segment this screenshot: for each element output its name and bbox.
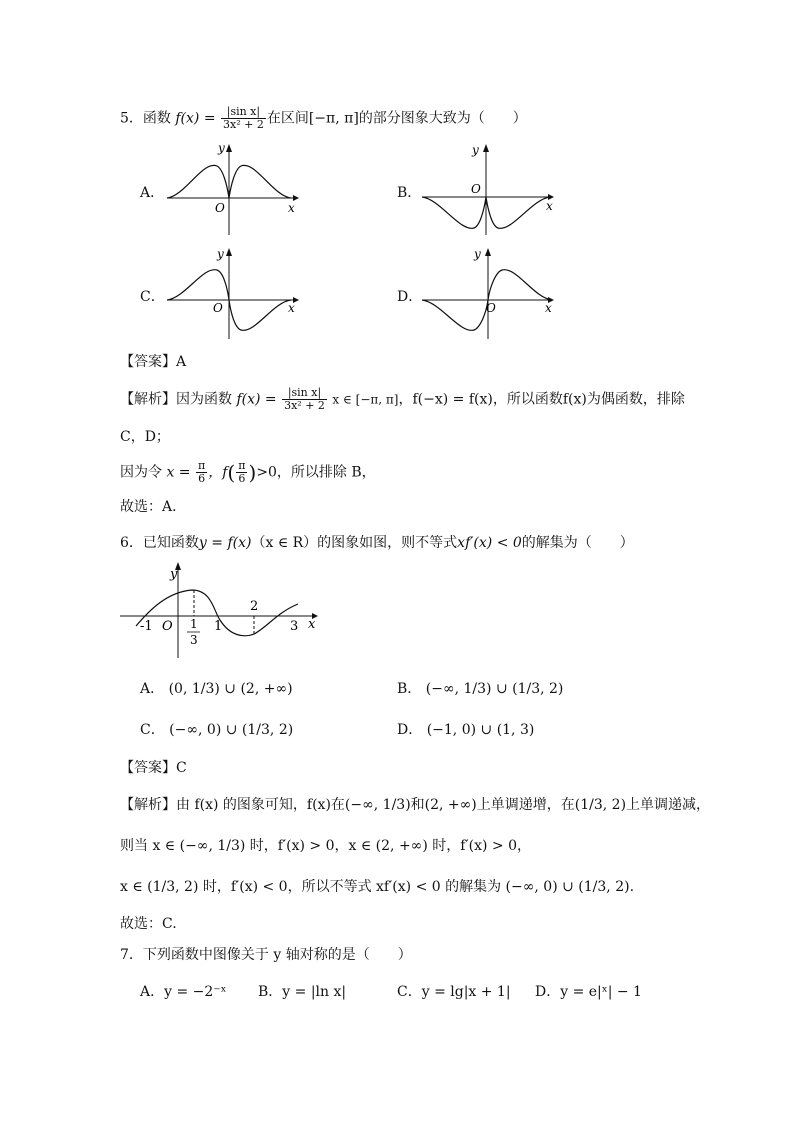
q5-b-x-label: x <box>546 199 553 213</box>
q5-c-x-label: x <box>288 301 295 315</box>
q6-tick-third-den: 3 <box>190 633 198 647</box>
q5-a1-num: |sin x| <box>282 387 327 400</box>
q5-a1-func: f(x) = <box>236 391 277 408</box>
q5-answer-label: 【答案】 <box>120 354 176 370</box>
q5-choose: 故选：A． <box>120 499 187 515</box>
q5-graph-d <box>420 244 560 344</box>
q5-frac-num: |sin x| <box>221 106 266 119</box>
q6-option-d <box>397 720 534 740</box>
q6-tick-3: 3 <box>290 619 299 634</box>
q5-graph-c <box>165 244 305 344</box>
q6-tick-2: 2 <box>250 599 259 614</box>
q5-func: f(x) = <box>175 110 216 127</box>
q5-a1-domain: x ∈ [−π, π] <box>332 392 399 407</box>
q6-opt-b-value: (−∞, 1/3) ∪ (1/3, 2) <box>425 681 564 697</box>
q6-domain: （x ∈ R） <box>251 535 318 551</box>
q5-a1-even: ，f(−x) = f(x)，所以函数f(x)为偶函数，排除 <box>398 391 685 408</box>
q5-a2-post: >0，所以排除 B， <box>256 464 376 481</box>
q5-b-origin: O <box>471 182 481 196</box>
q5-a-x-label: x <box>288 201 295 215</box>
q6-analysis-label: 【解析】 <box>120 797 176 813</box>
q5-a2-pre: 因为令 <box>120 464 162 481</box>
q6-tick-third-num: 1 <box>190 617 198 631</box>
q7-stem <box>120 945 412 965</box>
q6-choose: 故选：C. <box>120 916 177 932</box>
q6-answer-value: C <box>176 760 187 776</box>
q5-analysis-line1 <box>120 387 685 412</box>
q6-analysis-line3: x ∈ (1/3, 2) 时，f′(x) < 0，所以不等式 xf′(x) < 0 的解集为 (−∞, 0) ∪ (1/3, 2). <box>120 879 635 895</box>
q5-answer-value: A <box>176 354 187 370</box>
q6-option-b <box>397 679 563 699</box>
q5-d-y-label: y <box>474 247 481 261</box>
q6-answer <box>120 758 187 778</box>
q6-y-label: y <box>170 567 178 582</box>
q5-a2-num2: π <box>238 459 246 472</box>
q5-option-d-label: D． <box>397 289 423 305</box>
q6-stem-post: 的解集为（ ） <box>521 535 634 551</box>
q5-a2-den: 6 <box>198 472 206 485</box>
q7-option-d: D．y = e|ˣ| − 1 <box>535 984 642 1000</box>
q5-stem-post: 的部分图象大致为（ ） <box>358 110 527 127</box>
q6-stem <box>120 533 634 553</box>
q5-a2-fraction <box>196 460 207 485</box>
q5-frac-den: 3x² + 2 <box>223 118 264 131</box>
q5-stem-pre: 函数 <box>142 110 171 127</box>
q7-option-b: B．y = |ln x| <box>258 984 347 1000</box>
q5-option-a-label: A． <box>140 185 165 201</box>
q6-option-c <box>140 720 293 740</box>
q6-opt-a-label: A． <box>140 681 165 697</box>
q6-opt-d-label: D． <box>397 722 423 738</box>
q6-opt-c-value: (−∞, 0) ∪ (1/3, 2) <box>169 722 294 738</box>
q6-option-a <box>140 679 293 699</box>
q5-a1-pre: 因为函数 <box>176 391 232 408</box>
q5-graph-a <box>165 140 305 240</box>
q5-a1-fraction <box>282 387 327 412</box>
q6-opt-a-value: (0, 1/3) ∪ (2, +∞) <box>168 681 293 697</box>
q5-fraction <box>221 106 266 131</box>
q5-a-origin: O <box>215 201 225 215</box>
q6-ineq: xf′(x) < 0 <box>457 535 522 551</box>
q6-opt-b-label: B． <box>397 681 422 697</box>
q6-tick-neg1: -1 <box>140 619 153 634</box>
q7-stem-text: 下列函数中图像关于 y 轴对称的是（ ） <box>142 947 412 963</box>
q5-graph-b <box>420 140 560 240</box>
q5-c-origin: O <box>213 301 223 315</box>
q5-a1-den: 3x² + 2 <box>284 399 325 412</box>
q5-a2-f: ，f <box>208 464 228 481</box>
q6-opt-c-label: C． <box>140 722 165 738</box>
q5-option-c-label: C． <box>140 289 165 305</box>
q6-graph <box>118 560 328 660</box>
q5-d-origin: O <box>486 301 496 315</box>
q6-x-label: x <box>308 617 316 632</box>
q5-a2-num: π <box>197 459 206 472</box>
q5-c-y-label: y <box>217 247 224 261</box>
q7-option-c: C．y = lg|x + 1| <box>397 984 511 1000</box>
q5-stem <box>120 106 527 131</box>
q5-number: 5． <box>120 110 143 127</box>
q5-b-y-label: y <box>472 143 479 157</box>
q5-a2-den2: 6 <box>238 472 246 485</box>
q5-option-b-label: B． <box>397 185 422 201</box>
q6-func: y = f(x) <box>198 535 252 551</box>
q6-analysis-line1 <box>120 795 710 815</box>
q6-answer-label: 【答案】 <box>120 760 176 776</box>
q7-number: 7． <box>120 947 143 963</box>
q6-stem-pre: 已知函数 <box>142 535 199 551</box>
q6-opt-d-value: (−1, 0) ∪ (1, 3) <box>426 722 535 738</box>
q5-d-x-label: x <box>545 301 552 315</box>
q7-option-a: A．y = −2⁻ˣ <box>140 984 227 1000</box>
q6-origin: O <box>162 619 173 634</box>
q6-number: 6． <box>120 535 143 551</box>
q5-answer <box>120 352 186 372</box>
q6-tick-1: 1 <box>214 619 223 634</box>
q5-stem-mid: 在区间 <box>266 110 309 127</box>
q5-a2-x: x = <box>166 464 191 481</box>
q6-analysis-line2: 则当 x ∈ (−∞, 1/3) 时，f′(x) > 0，x ∈ (2, +∞) 时，f′(x) > 0， <box>120 838 531 854</box>
q5-analysis-line2: C，D； <box>120 429 170 445</box>
q6-stem-mid: 的图象如图，则不等式 <box>317 535 458 551</box>
q5-a2-fraction2 <box>236 460 247 485</box>
q5-analysis-label: 【解析】 <box>120 391 176 408</box>
q5-analysis-line3: 因为令 x = $\frac{\pi}{6}$ ，f( $\frac{\pi}{6}$ )>0，所以排除 B， <box>120 459 376 485</box>
q5-interval: [−π, π] <box>308 110 359 127</box>
q6-a1: 由 f(x) 的图象可知，f(x)在(−∞, 1/3)和(2, +∞)上单调递增，在(1/3, 2)上单调递减， <box>176 797 711 813</box>
q5-a-y-label: y <box>218 141 225 155</box>
